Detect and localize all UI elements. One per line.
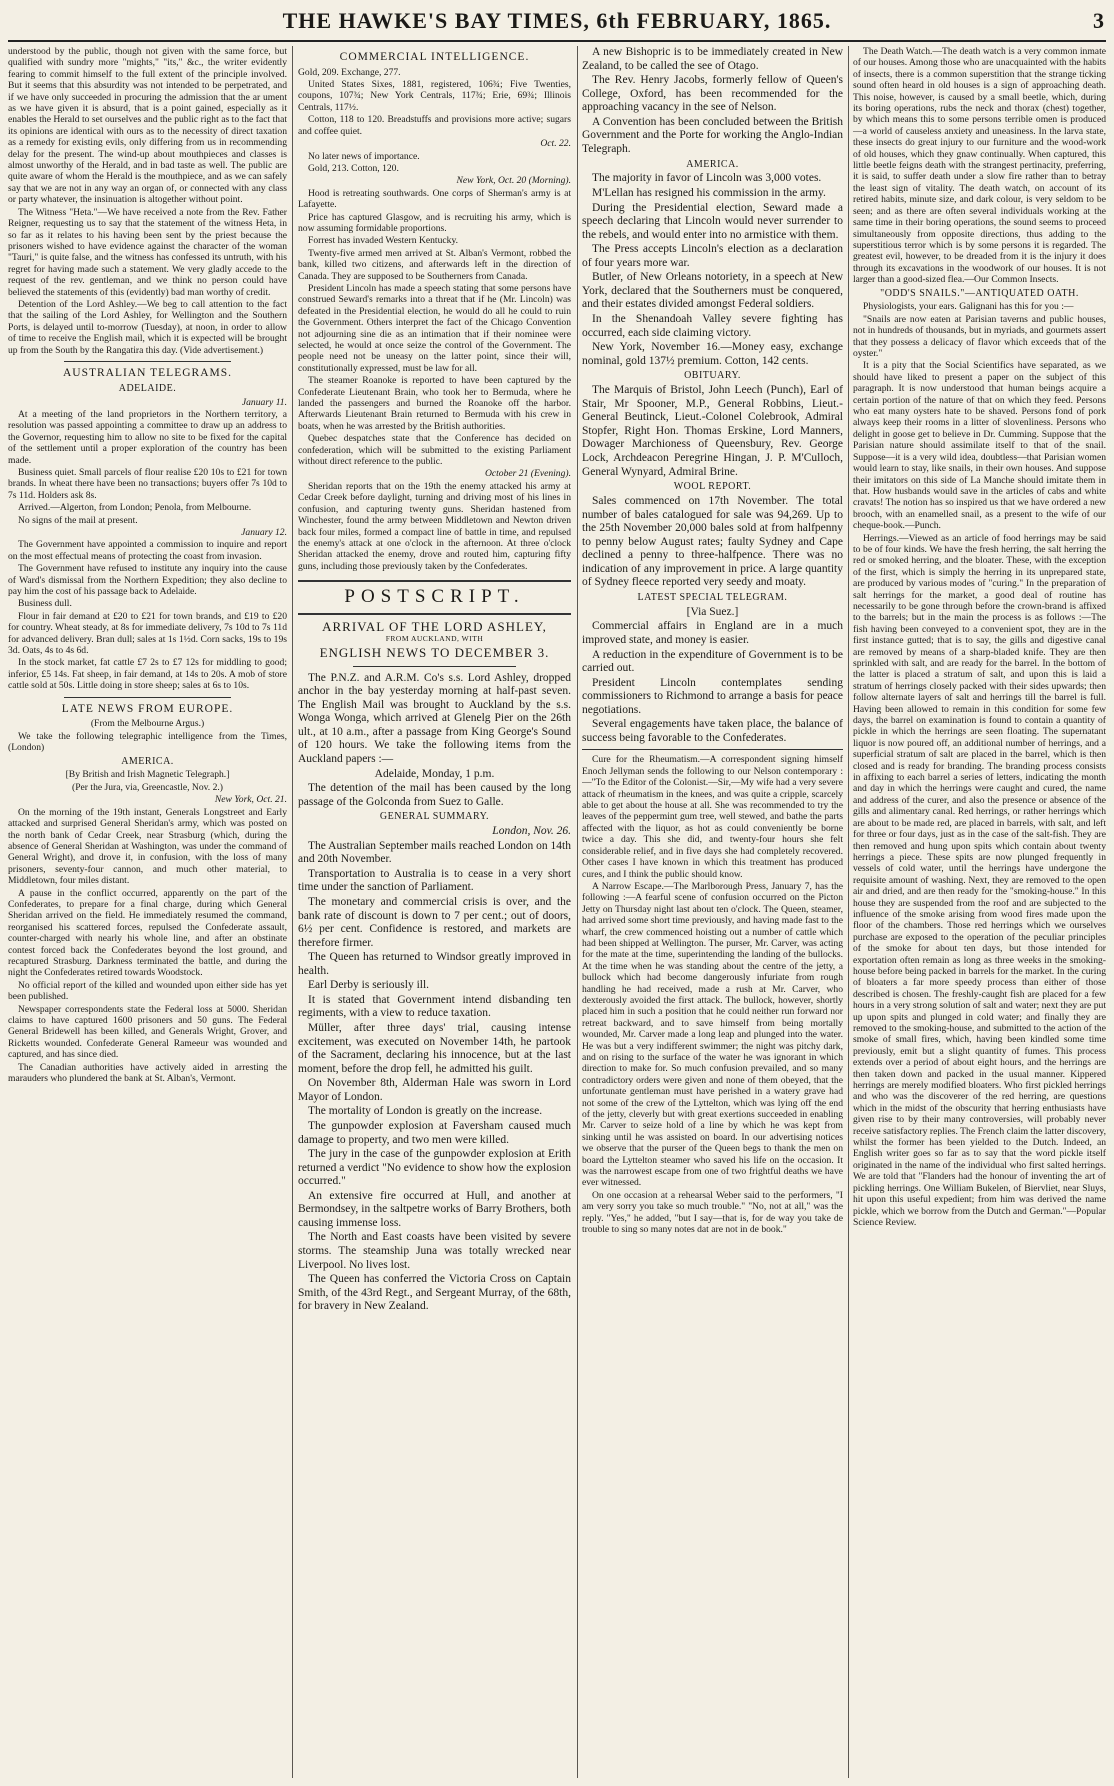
divider bbox=[353, 666, 517, 667]
paragraph: The Witness "Heta."—We have received a note from the Rev. Father Reigner, requesting us to say that the statement of the witness Heta, in so far as it relates to his having been sent by the priest because the prisoners wished to have evidence against the character of the woman "Tauri," is quite false, and the witness has confessed its untruth, with his regret for having made such a statement. We very gladly accede to the request of the rev. gentleman, and we think no person could have believed the statements of this (evidently) bad man worthy of credit. bbox=[8, 206, 287, 298]
paragraph: The Government have appointed a commission to inquire and report on the most effectual means of protecting the coast from invasion. bbox=[8, 539, 287, 562]
paragraph: Detention of the Lord Ashley.—We beg to call attention to the fact that the sailing of the Lord Ashley, for Wellington and the Southern Ports, is delayed until to-morrow (Tuesday), at noon, in order to allow of time to receive the English mail, which it is expected will be brought up from the South by the Rangatira this day. (Vide advertisement.) bbox=[8, 298, 287, 356]
page-number: 3 bbox=[1093, 8, 1104, 33]
paragraph: Physiologists, your ears. Galignani has this for you :— bbox=[863, 301, 1074, 313]
paragraph: The Death Watch.—The death watch is a very common inmate of our houses. Among those who are unacquainted with the habits of insects, there is a common superstition that the strange ticking sound often heard in old houses is a sign of approaching death. This noise, however, is caused by a small beetle, which, during its boring operations, rubs the neck and thorax (chest) together, by which means this to some persons terrible omen is produced—a world of causeless anxiety and uneasiness. In the larva state, these insects do great injury to our furniture and the wood-work of old houses, which they gnaw continually. When captured, this little beetle feigns death with the strangest pertinacity, preferring, it is said, to suffer death under a slow fire rather than to betray the least sign of vitality. The death watch, on account of its retired habits, minute size, and dark colour, is very seldom to be seen; and as there are often several individuals working at the same time in their boring operations, the sound seems to proceed simultaneously from opposite directions, thus adding to the superstitious terror which is by some persons it is regarded. The greatest evil, however, to be dreaded from it is the injury it does through its excavations in the woodwork of our houses. It is not larger than a good-sized flea.—Our Common Insects. bbox=[853, 46, 1106, 286]
paragraph: A Convention has been concluded between the British Government and the Porte for working the Anglo-Indian Telegraph. bbox=[582, 115, 843, 155]
paragraph: During the Presidential election, Seward made a speech declaring that Lincoln would never surrender to the rebels, and would enter into no armistice with them. bbox=[582, 201, 843, 241]
dateline: New York, Oct. 20 (Morning). bbox=[456, 175, 571, 187]
paragraph: Cotton, 118 to 120. Breadstuffs and provisions more active; sugars and coffee quiet. bbox=[298, 114, 571, 137]
headline: ARRIVAL OF THE LORD ASHLEY, bbox=[322, 618, 547, 634]
paragraph: On the morning of the 19th instant, Generals Longstreet and Early attacked and surprised General Sheridan's army, which was posted on the north bank of Cedar Creek, near Strasburg (which, during the absence of General Sheridan at Washington, was under the command of General Wright), and drove it, in confusion, with the loss of many prisoners, seventy-four cannon, and much other material, to Middletown, four miles distant. bbox=[8, 806, 287, 887]
paragraph: Müller, after three days' trial, causing intense excitement, was executed on November 14th, he partook of the Sacrament, declaring his innocence, but at the last moment, before the drop fell, he admitted his guilt. bbox=[298, 1022, 571, 1075]
paragraph: In the Shenandoah Valley severe fighting has occurred, each side claiming victory. bbox=[582, 313, 843, 339]
subheading: AMERICA. bbox=[121, 755, 174, 767]
column-rule bbox=[848, 46, 849, 1778]
paragraph: Quebec despatches state that the Conference has decided on confederation, which will be submitted to the existing Parliament without direct reference to the public. bbox=[298, 433, 571, 468]
paragraph: Twenty-five armed men arrived at St. Alban's Vermont, robbed the bank, killed two citizens, and afterwards left in the direction of Canada. They are supposed to be Southerners from Canada. bbox=[298, 247, 571, 282]
divider bbox=[64, 361, 231, 362]
paragraph: The gunpowder explosion at Faversham caused much damage to property, and two men were killed. bbox=[298, 1119, 571, 1146]
column-3 bbox=[582, 46, 843, 1780]
subheading: WOOL REPORT. bbox=[673, 481, 752, 493]
subheading: ADELAIDE. bbox=[118, 382, 177, 394]
paragraph: Hood is retreating southwards. One corps of Sherman's army is at Lafayette. bbox=[298, 187, 571, 211]
column-1 bbox=[8, 46, 287, 1780]
paragraph: The majority in favor of Lincoln was 3,000 votes. bbox=[592, 172, 822, 185]
paragraph: understood by the public, though not given with the same force, but qualified with sundry more "mights," "its," &c., the writer evidently fearing to commit himself to the full extent of the principle involved. But it seems that this absurdity was not intended to be perpetrated, and if we have only succeeded in procuring the admission that the ar ument as we have given it is absurd, that is a point gained, especially as it enables the Herald to set ourselves and the public right as to the fact that its opinions are identical with ours as to the necessity of direct taxation as a remedy for existing evils, only differing from us in recommending delay for the present. The wind-up about mouthpieces and classes is almost unworthy of the Herald, and in bad taste as well. The public are quite aware of whom the Herald is the mouthpiece, and as we can safely say that we are not in any way an organ of, or connected with any class or party whatever, the insinuation is altogether without point. bbox=[8, 46, 287, 206]
subheading: LATEST SPECIAL TELEGRAM. bbox=[637, 591, 788, 603]
source-line: [Via Suez.] bbox=[686, 605, 739, 618]
subheading: GENERAL SUMMARY. bbox=[379, 811, 490, 823]
divider bbox=[64, 697, 231, 698]
masthead bbox=[8, 6, 1106, 42]
paragraph: The Rev. Henry Jacobs, formerly fellow of Queen's College, Oxford, has been recommended for the approaching vacancy in the see of Nelson. bbox=[582, 74, 843, 114]
paragraph: The steamer Roanoke is reported to have been captured by the Confederate Lieutenant Brain, who took her to Bermuda, where he landed the passengers and burned the Roanoke off the harbor. Afterwards Lieutenant Brain returned to Bermuda with his crew in boats, when he was arrested by the British authorities. bbox=[298, 375, 571, 432]
headline-sub: FROM AUCKLAND, WITH bbox=[385, 634, 484, 644]
paragraph: At a meeting of the land proprietors in the Northern territory, a resolution was passed appointing a committee to draw up an address to the Governor, requesting him to allow no site to be fixed for the capital of the settlement until a proper exploration of the country has been made. bbox=[8, 408, 287, 466]
dateline: Oct. 22. bbox=[540, 138, 571, 150]
paragraph: President Lincoln has made a speech stating that some persons have construed Seward's remarks into a threat that if he (Mr. Lincoln) was defeated in the Presidential election, he would do all he could to ruin the Government. Others interpret the fact of the Chicago Convention not adjourning sine die as an intimation that if their nominee were selected, he would at once seize the control of the Government. The people need not be uneasy on the latter point, since their will, constitutionally expressed, must be law for all. bbox=[298, 282, 571, 374]
paragraph: A Narrow Escape.—The Marlborough Press, January 7, has the following :—A fearful scene of confusion occurred on the Picton Jetty on Thursday night last about ten o'clock. The Queen, steamer, had arrived some short time previously, and having made fast to the wharf, the crew commenced hoisting out a number of cattle which had been shipped at Wellington. The purser, Mr. Carver, was acting for the mate at the time, superintending the landing of the bullocks. At the time when he was standing about the centre of the jetty, a bullock which had become dangerously infuriate from rough handling he had received, made a rush at Mr. Carver, who dexterously avoided the first attack. The bullock, however, shortly placed him in such a position that he could neither run forward nor retreat backward, and to save himself from being mortally wounded, Mr. Carver made a long leap and plunged into the water. He was but a very indifferent swimmer; the night was pitchy dark, and on rising to the surface of the water he was ignorant in which direction to make for. So much confusion prevailed, and so many contradictory orders were given and none of them obeyed, that the unfortunate gentleman must have perished in a watery grave had not some of the crew of the Lyttelton, which was lying off the end of the jetty, cleverly but with great exertions succeeded in enabling Mr. Carver to seize hold of a line by which he was kept from sinking until he was assisted on board. In our advertising notices we observe that the purser of the Queen begs to thank the men on board the Lyttelton steamer who saved his life on the occasion. It was the narrowest escape from one of two frightful deaths we have ever witnessed. bbox=[582, 880, 843, 1189]
paragraph: Gold, 209. Exchange, 277. bbox=[298, 66, 401, 78]
subheading: OBITUARY. bbox=[684, 370, 741, 382]
paragraph: The P.N.Z. and A.R.M. Co's s.s. Lord Ashley, dropped anchor in the bay yesterday morning at half-past seven. The English Mail was brought to Auckland by the s.s. Wonga Wonga, which arrived at Glenelg Pier on the 26th ult., at 10 a.m., after a passage from King George's Sound of 120 hours. We take the following items from the Auckland papers :— bbox=[298, 671, 571, 765]
paragraph: The Press accepts Lincoln's election as a declaration of four years more war. bbox=[582, 243, 843, 269]
paragraph: On one occasion at a rehearsal Weber said to the performers, "I am very sorry you take so much trouble." "No, not at all," was the reply. "Yes," he added, "but I say—that is, for de way you take de trouble to sing so many notes dat are not in de book." bbox=[582, 1189, 843, 1236]
paragraph: The Queen has conferred the Victoria Cross on Captain Smith, of the 43rd Regt., and Sergeant Murray, of the 68th, for bravery in New Zealand. bbox=[298, 1273, 571, 1313]
subheading: AMERICA. bbox=[686, 158, 739, 170]
divider bbox=[582, 749, 843, 750]
paragraph: A pause in the conflict occurred, apparently on the part of the Confederates, to prepare for a final charge, during which General Sheridan arrived on the field. He immediately resumed the command, reorganised his scattered forces, repulsed the Confederate assault, counter-charged with nearly his whole line, and after an obstinate contest forced back the Confederates beyond the lost ground, and recaptured Strasburg. Darkness terminated the battle, and during the night the Confederates retired towards Woodstock. bbox=[8, 887, 287, 979]
paragraph: Forrest has invaded Western Kentucky. bbox=[308, 235, 459, 247]
source-line: (From the Melbourne Argus.) bbox=[90, 718, 205, 730]
dateline: London, Nov. 26. bbox=[492, 825, 571, 838]
paragraph: On November 8th, Alderman Hale was sworn in Lord Mayor of London. bbox=[298, 1077, 571, 1103]
paragraph: The Marquis of Bristol, John Leech (Punch), Earl of Stair, Mr Spooner, M.P., General Robbins, Lieut.-General Beutinck, Lieut.-Colonel Colebrook, Admiral Stopfer, Right Hon. Thomas Erskine, Lord Manners, Dowager Marchioness of Queensbury, Rev. George Lock, Archdeacon Peregrine Hingan, J. P. M'Culloch, General Wynyard, Admiral Brine. bbox=[582, 384, 843, 478]
paragraph: The Queen has returned to Windsor greatly improved in health. bbox=[298, 951, 571, 977]
source-line: (Per the Jura, via, Greencastle, Nov. 2.) bbox=[72, 781, 223, 793]
paragraph: Earl Derby is seriously ill. bbox=[308, 979, 430, 992]
section-heading: AUSTRALIAN TELEGRAMS. bbox=[62, 366, 232, 379]
paragraph: The detention of the mail has been caused by the long passage of the Golconda from Suez to Galle. bbox=[298, 782, 571, 808]
paragraph: Newspaper correspondents state the Federal loss at 5000. Sheridan claims to have captured 1600 prisoners and 50 guns. The Federal General Bridewell has been killed, and Generals Wright, Grover, and Ricketts wounded. Confederate General Rameeur was wounded and captured, and has since died. bbox=[8, 1003, 287, 1061]
dateline: January 11. bbox=[241, 396, 287, 408]
paragraph: Sheridan reports that on the 19th the enemy attacked his army at Cedar Creek before daylight, turning and driving most of his lines in confusion, and capturing twenty guns. Sheridan hastened from Winchester, found the army between Middletown and Newton driven back four miles, formed a compact line of battle in time, and repulsed the enemy's attack at one o'clock in the afternoon. At three o'clock Sheridan attacked the enemy, drove and routed him, capturing fifty guns, including those previously taken by the Confederates. bbox=[298, 480, 571, 572]
dateline: Adelaide, Monday, 1 p.m. bbox=[374, 767, 495, 780]
paragraph: Cure for the Rheumatism.—A correspondent signing himself Enoch Jellyman sends the following to our Nelson contemporary :—"To the Editor of the Colonist.—Sir,—My wife had a very severe attack of rheumatism in the knees, and was quite a cripple, scarcely able to get about the house at all. She was recommended to try the leaves of the peppermint gum tree, well stewed, and bathe the parts affected with the liquor, as hot as could conveniently be borne twice a day. This she did, and twenty-four hours she felt considerable relief, and in five days she had completely recovered. Other cases I have known in which this treatment has produced cures, and I think the public should know. bbox=[582, 754, 843, 880]
paragraph: We take the following telegraphic intelligence from the Times, (London) bbox=[8, 730, 287, 754]
postscript-heading: POSTSCRIPT. bbox=[298, 580, 571, 615]
paragraph: Business quiet. Small parcels of flour realise £20 10s to £21 for town brands. In wheat there have been no transactions; buyers offer 7s 10d to 7s 11d. Holders ask 8s. bbox=[8, 466, 287, 501]
paragraph: Price has captured Glasgow, and is recruiting his army, which is now assuming formidable proportions. bbox=[298, 211, 571, 234]
section-heading: COMMERCIAL INTELLIGENCE. bbox=[339, 51, 530, 63]
paragraph: Herrings.—Viewed as an article of food herrings may be said to be of four kinds. We have the fresh herring, the salt herring the red or smoked herring, and the bloater. These, with the exception of the first, which is simply the herring in its unprepared state, are produced by various modes of "curing." In the preparation of salt herrings for the market, a good deal of routine has necessarily to be gone through before the crown-brand is affixed to the barrels; but in the main the process is as follows :—The fish having been conveyed to a convenient spot, they are in the first instance gutted; that is to say, the gills and digestive canal are removed by means of a sharp-bladed knife. They are then sprinkled with salt, and are ready for the barrel. In the bottom of the latter is placed a stratum of salt, and upon this is laid a stratum of herrings closely packed with their sides upwards; then follow alternate layers of salt and herrings till the barrel is full. Having been allowed to remain in this condition for some few days, the barrel on examination is found to contain a quantity of pickle in which the herrings are seen floating. The supernatant liquor is now poured off, an additional number of herrings, and a superficial stratum of salt are placed in the barrel, which is then closed and is ready for branding. The branding process consists in affixing to each barrel a series of letters, indicating the month and day in which the herrings were caught and cured, the name and address of the curer, and also the presence or absence of the gills and alimentary canal. Red herrings, or rather herrings which are about to be made red, are placed in barrels, with salt, and left for three or four days, just as in the case of the salt-fish. They are then removed and hung upon spits which contain about twenty herrings a piece. These spits are now plunged frequently in vessels of cold water, until the herrings have undergone the requisite amount of washing. Next, they are removed to the open air and dried, and are then ready for the "smoking-house." In this house they are suspended from the roof and are subjected to the influence of the smoke arising from wood fires made upon the floor of the chambers. Those red herrings which we ourselves purchase are exposed to the operation of the peculiar principles of the smoke for about ten days, but those intended for exportation often remain as long as three weeks in the smoking-house before being packed in barrels for the market. In the curing of bloaters a far more speedy process than either of those described is chosen. The freshly-caught fish are placed for a few hours in a very strong solution of salt and water; next they are put up upon spits and plunged in cold water; and finally they are removed to the smoking-house, and submitted to the action of the smoke of small fires, which, having been kindled some time previously, emit but a slight quantity of fumes. This process extends over a period of about eight hours, and the herrings are then taken down and packed in the usual manner. Kippered herrings are merely modified bloaters. Who first pickled herrings and who was the discoverer of the red herring, are questions which in the midst of the obscurity that herring enthusiasts have given rise to by their many controversies, will probably never receive satisfactory replies. The French claim the latter discovery, whilst the former has been yielded to the Dutch. Indeed, an English writer goes so far as to say that the word pickle itself originated in the name of the individual who first salted herrings. We are told that "Flanders had the honour of inventing the art of pickling herrings. One William Bukelen, of Biervliet, near Sluys, hit upon this useful expedient; from him was derived the name pickle, which we borrow from the Dutch and German."—Popular Science Review. bbox=[853, 532, 1106, 1228]
paragraph: Business dull. bbox=[18, 598, 72, 610]
column-4 bbox=[853, 46, 1106, 1780]
page-title: THE HAWKE'S BAY TIMES, 6th FEBRUARY, 1865. bbox=[282, 8, 832, 33]
paragraph: An extensive fire occurred at Hull, and another at Bermondsey, in the saltpetre works of Barry Brothers, both causing immense loss. bbox=[298, 1189, 571, 1229]
paragraph: In the stock market, fat cattle £7 2s to £7 12s for middling to good; inferior, £5 14s. Fat sheep, in fair demand, at 14s to 20s. A mob of store cattle sold at 50s. Little doing in store sheep; sales at 6s to 10s. bbox=[8, 657, 287, 692]
paragraph: The Australian September mails reached London on 14th and 20th November. bbox=[298, 839, 571, 866]
source-line: [By British and Irish Magnetic Telegraph.] bbox=[65, 769, 230, 781]
paragraph: A reduction in the expenditure of Government is to be carried out. bbox=[582, 648, 843, 675]
headline: ENGLISH NEWS TO DECEMBER 3. bbox=[319, 645, 550, 661]
paragraph: Commercial affairs in England are in a much improved state, and money is easier. bbox=[582, 620, 843, 646]
dateline: October 21 (Evening). bbox=[484, 468, 571, 480]
paragraph: The mortality of London is greatly on the increase. bbox=[308, 1105, 543, 1118]
paragraph: It is stated that Government intend disbanding ten regiments, with a view to reduce taxation. bbox=[298, 993, 571, 1020]
paragraph: United States Sixes, 1881, registered, 106¾; Five Twenties, coupons, 107¾; New York Centrals, 117¾; Erie, 69¾; Illinois Centrals, 117½. bbox=[298, 79, 571, 113]
subheading: "ODD'S SNAILS."—ANTIQUATED OATH. bbox=[880, 287, 1079, 299]
paragraph: The Canadian authorities have actively aided in arresting the marauders who plundered the bank at St. Alban's, Vermont. bbox=[8, 1061, 287, 1085]
paragraph: Transportation to Australia is to cease in a very short time under the sanction of Parliament. bbox=[298, 867, 571, 894]
paragraph: New York, November 16.—Money easy, exchange nominal, gold 137½ premium. Cotton, 142 cents. bbox=[582, 341, 843, 367]
paragraph: M'Lellan has resigned his commission in the army. bbox=[592, 186, 826, 199]
paragraph: Arrived.—Algerton, from London; Penola, from Melbourne. bbox=[18, 502, 252, 514]
paragraph: The jury in the case of the gunpowder explosion at Erith returned a verdict "No evidence to show how the explosion occurred." bbox=[298, 1148, 571, 1188]
column-rule bbox=[292, 46, 293, 1778]
paragraph: Flour in fair demand at £20 to £21 for town brands, and £19 to £20 for country. Wheat steady, at 8s for immediate delivery, 7s 10d to 7s 11d for advanced delivery. Bran dull; sales at 1s 1½d. Corn sacks, 19s to 19s 3d. Oats, 4s to 4s 6d. bbox=[8, 610, 287, 657]
paragraph: Gold, 213. Cotton, 120. bbox=[308, 162, 399, 174]
paragraph: A new Bishopric is to be immediately created in New Zealand, to be called the see of Otago. bbox=[582, 46, 843, 72]
paragraph: No official report of the killed and wounded upon either side has yet been published. bbox=[8, 979, 287, 1003]
section-heading: LATE NEWS FROM EUROPE. bbox=[61, 702, 234, 715]
paragraph: Sales commenced on 17th November. The total number of bales catalogued for sale was 94,269. Up to the 25th November 20,000 bales sold at from halfpenny to penny below August rates; faulty Sydney and Cape declined a penny to three-halfpence. There was no indication of any improvement in price. A large quantity of Sydney fleece reported very seedy and moaty. bbox=[582, 494, 843, 589]
paragraph: Butler, of New Orleans notoriety, in a speech at New York, declared that the Southerners must be conquered, and their estates divided amongst Federal soldiers. bbox=[582, 271, 843, 311]
paragraph: The monetary and commercial crisis is over, and the bank rate of discount is down to 7 per cent.; out of doors, 6½ per cent. Confidence is restored, and markets are therefore firmer. bbox=[298, 895, 571, 949]
paragraph: "Snails are now eaten at Parisian taverns and public houses, not in hundreds of thousands, but in myriads, and gourmets assert that they possess a delicacy of flavor which exceeds that of the oyster." bbox=[853, 313, 1106, 360]
column-rule bbox=[577, 46, 578, 1778]
paragraph: It is a pity that the Social Scientifics have separated, as we should have liked to present a paper on the subject of this paragraph. It is now understood that human beings acquire a certain portion of the nature of that on which they feed. Persons who eat many oysters hate to be shaved. Persons fond of pork always keep their rooms in a litter of slovenliness. Persons who delight in goose get to believe in Dr. Cumming. Suppose that the Parisian nature should assimilate itself to that of the snail. Suppose—it is a very wild idea, doubtless—that Parisian women would learn to stay, like snails, in their own houses. And suppose their imitators on this side of La Manche should imitate them in that. How husbands would save in the articles of cabs and white cravats! The notion has so inspired us that we have ordered a new brooch, with an enamelled snail, as a present to the wife of our cheque-book.—Punch. bbox=[853, 360, 1106, 532]
paragraph: Several engagements have taken place, the balance of success being favorable to the Confederates. bbox=[582, 718, 843, 744]
column-2 bbox=[298, 46, 571, 1780]
paragraph: President Lincoln contemplates sending commissioners to Richmond to arrange a basis for peace negotiations. bbox=[582, 676, 843, 716]
paragraph: The Government have refused to institute any inquiry into the cause of Ward's dismissal from the Northern Expedition; they also decline to pay him the cost of his passage back to Adelaide. bbox=[8, 563, 287, 598]
dateline: New York, Oct. 21. bbox=[214, 794, 287, 806]
paragraph: The North and East coasts have been visited by severe storms. The steamship Juna was totally wrecked near Liverpool. No lives lost. bbox=[298, 1231, 571, 1271]
dateline: January 12. bbox=[241, 527, 287, 538]
paragraph: No signs of the mail at present. bbox=[18, 514, 138, 526]
paragraph: No later news of importance. bbox=[308, 150, 420, 162]
